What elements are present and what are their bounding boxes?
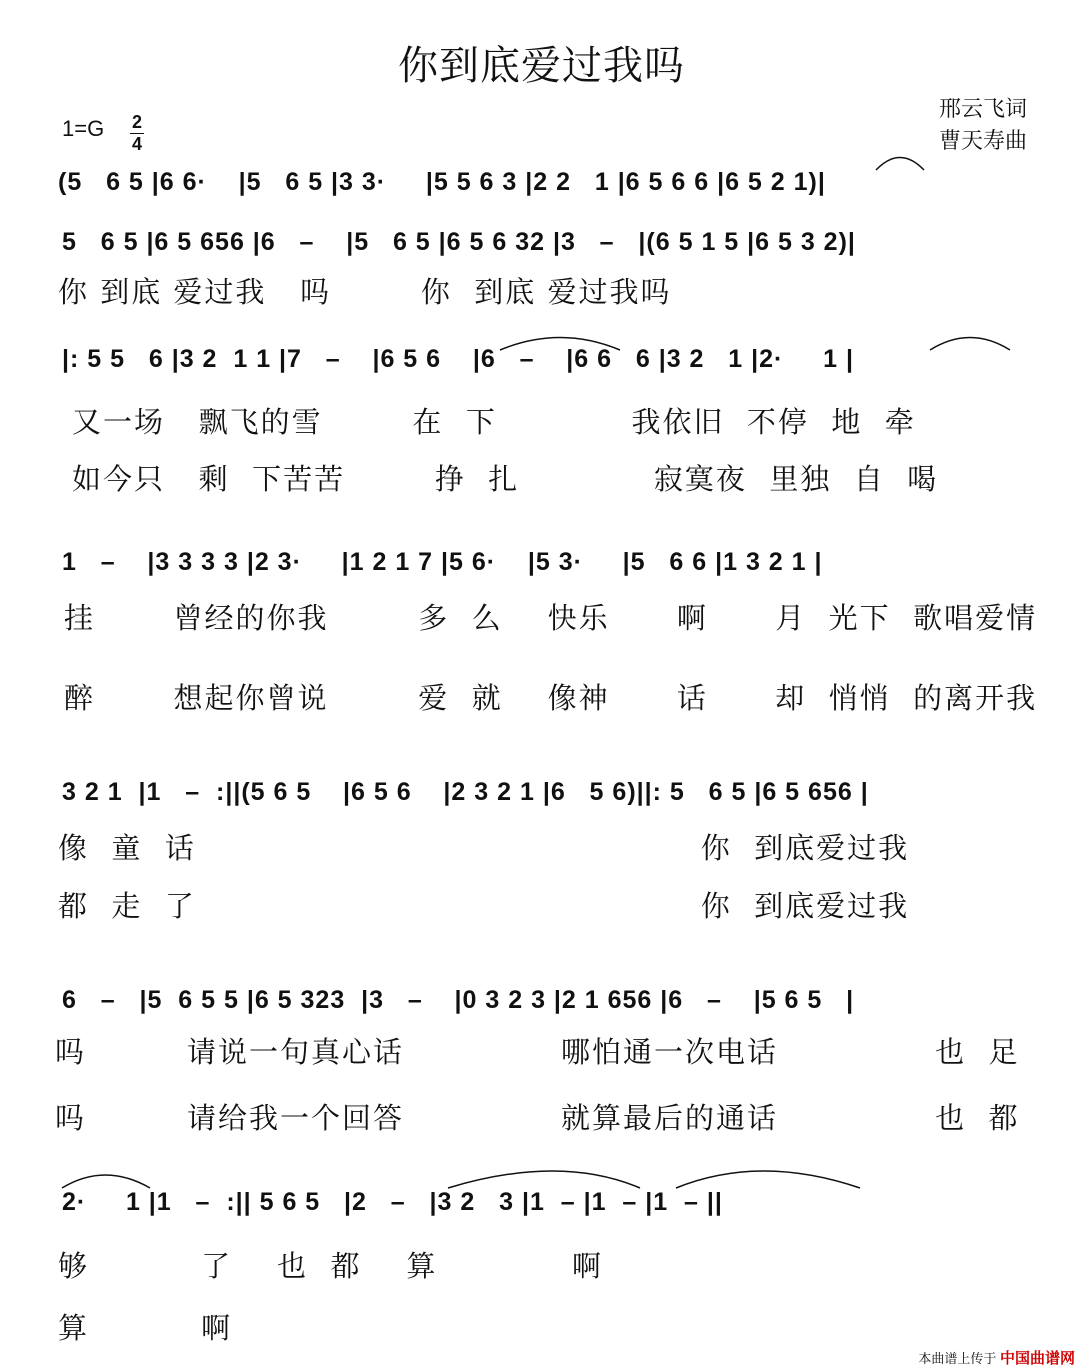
composer: 曹天寿曲 (938, 129, 1027, 154)
notation-line: 2· 1 |1 – :|| 5 6 5 |2 – |3 2 3 |1 – |1 – |1 – || (62, 1188, 723, 1216)
footer-text: 本曲谱上传于 (918, 1351, 997, 1366)
notation-line: 1 – |3 3 3 3 |2 3· |1 2 1 7 |5 6· |5 3· |5 6 6 |1 3 2 1 | (62, 548, 823, 576)
lyric-line: 挂 曾经的你我 多 么 快乐 啊 月 光下 歌唱爱情 (64, 601, 1038, 635)
lyric-line: 像 童 话 你 到底爱过我 (58, 831, 910, 865)
lyricist: 邢云飞词 (938, 97, 1027, 122)
notation-line: (5 6 5 |6 6· |5 6 5 |3 3· |5 5 6 3 |2 2 1 |6 5 6 6 |6 5 2 1)| (58, 168, 826, 196)
slur-marks (0, 140, 1083, 190)
notation-line: 5 6 5 |6 5 656 |6 – |5 6 5 |6 5 6 32 |3 – |(6 5 1 5 |6 5 3 2)| (62, 228, 856, 256)
lyric-line: 算 啊 (58, 1311, 233, 1345)
slur-marks (0, 335, 1083, 385)
page-title: 你到底爱过我吗 (398, 43, 685, 89)
lyric-line: 都 走 了 你 到底爱过我 (58, 889, 910, 923)
site-name: 中国曲谱网 (999, 1350, 1075, 1367)
lyric-line: 够 了 也 都 算 啊 (58, 1249, 603, 1283)
lyric-line: 吗 请说一句真心话 哪怕通一次电话 也 足 (55, 1035, 1020, 1069)
time-sig-numerator: 2 (131, 112, 142, 132)
lyric-line: 醉 想起你曾说 爱 就 像神 话 却 悄悄 的离开我 (64, 681, 1038, 715)
key-signature: 1=G (62, 116, 105, 141)
notation-line: 3 2 1 |1 – :||(5 6 5 |6 5 6 |2 3 2 1 |6 5 6)||: 5 6 5 |6 5 656 | (62, 778, 869, 806)
time-sig-denominator: 4 (131, 134, 142, 154)
footer-watermark (918, 1347, 1075, 1368)
lyric-line: 你 到底 爱过我 吗 你 到底 爱过我吗 (58, 275, 672, 309)
lyric-line: 又一场 飘飞的雪 在 下 我依旧 不停 地 牵 (72, 405, 916, 439)
lyric-line: 如今只 剩 下苦苦 挣 扎 寂寞夜 里独 自 喝 (72, 462, 939, 496)
slur-marks (0, 1160, 1083, 1210)
notation-line: 6 – |5 6 5 5 |6 5 323 |3 – |0 3 2 3 |2 1 656 |6 – |5 6 5 | (62, 986, 855, 1014)
lyric-line: 吗 请给我一个回答 就算最后的通话 也 都 (55, 1101, 1020, 1135)
notation-line: |: 5 5 6 |3 2 1 1 |7 – |6 5 6 |6 – |6 6 6 |3 2 1 |2· 1 | (62, 345, 854, 373)
